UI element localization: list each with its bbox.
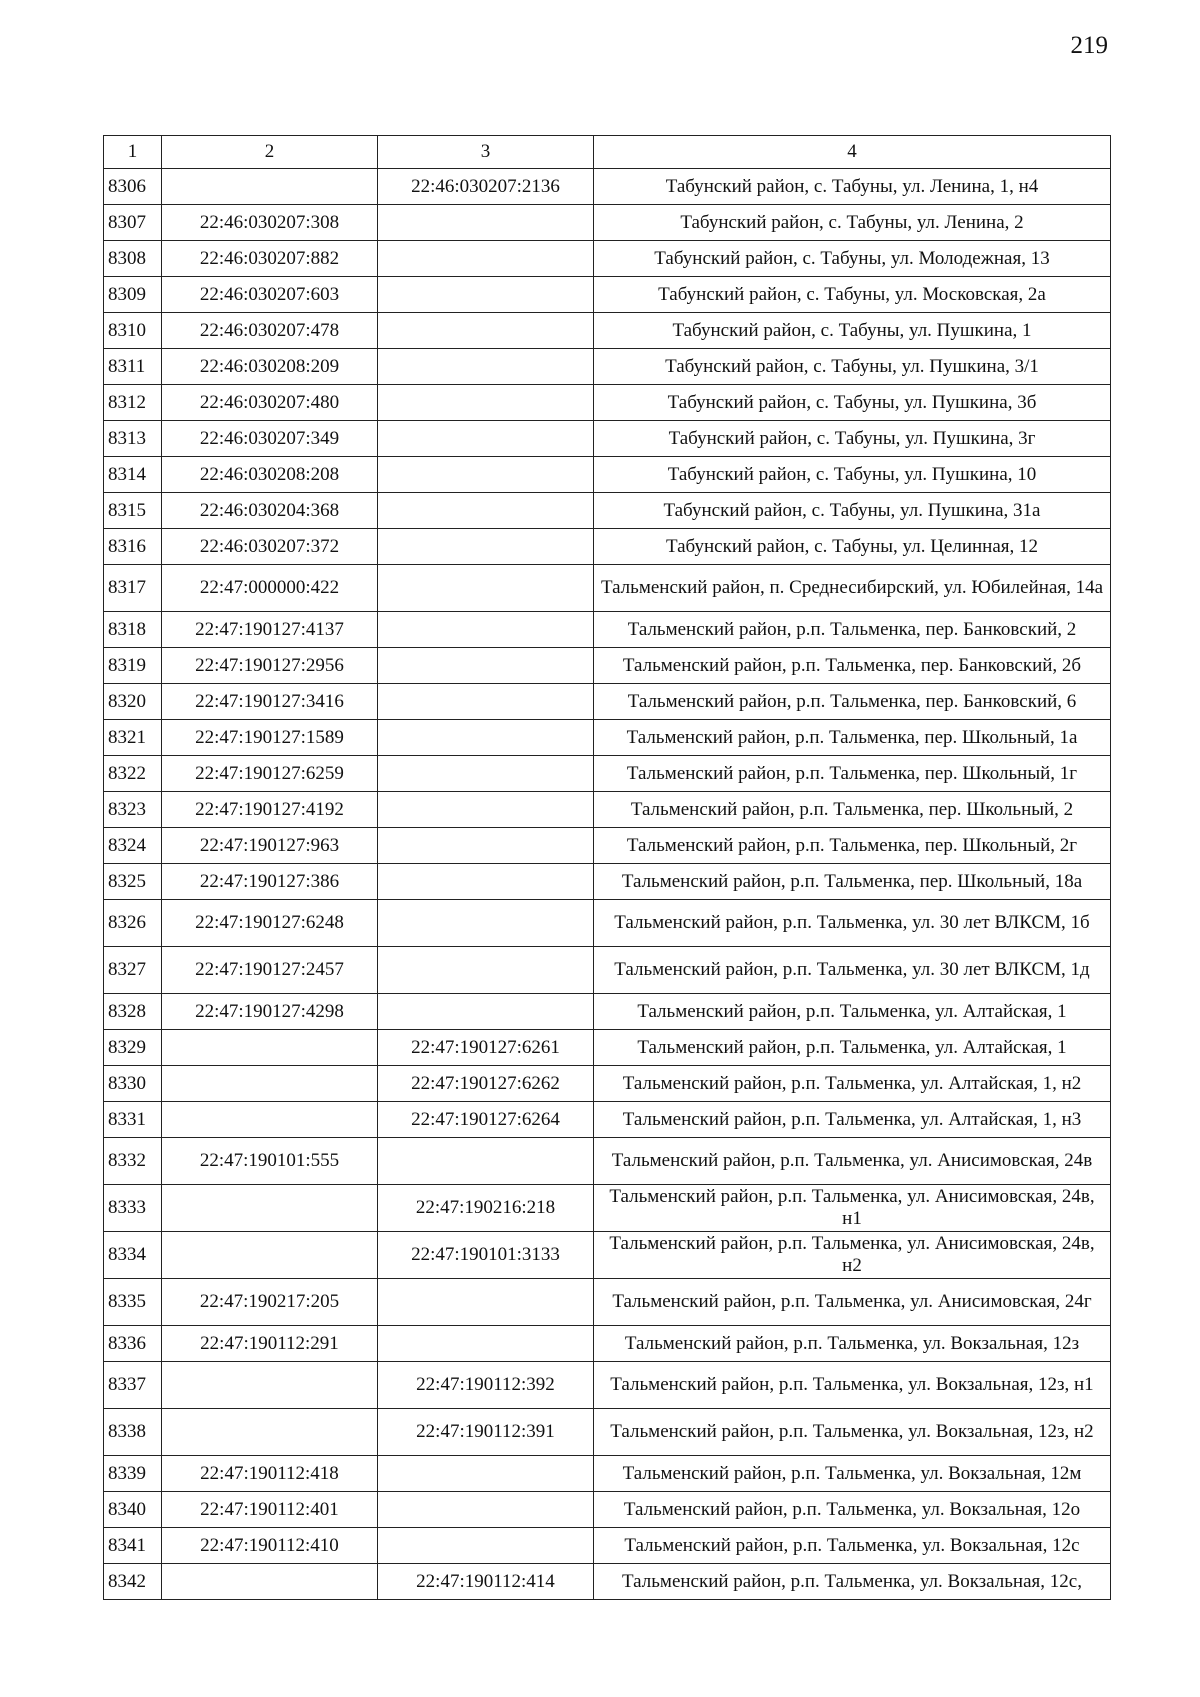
address-cell: Тальменский район, р.п. Тальменка, ул. Вокзальная, 12з, н2 <box>594 1409 1111 1456</box>
table-row <box>104 828 1111 864</box>
cadastral-number-cell: 22:46:030207:308 <box>162 205 378 241</box>
related-cadastral-number-cell <box>378 756 594 792</box>
table-row <box>104 1409 1111 1456</box>
related-cadastral-number-cell <box>378 1528 594 1564</box>
table-row <box>104 1030 1111 1066</box>
related-cadastral-number-cell <box>378 994 594 1030</box>
header-col-1: 1 <box>104 136 162 169</box>
related-cadastral-number-cell <box>378 277 594 313</box>
related-cadastral-number-cell: 22:47:190127:6264 <box>378 1102 594 1138</box>
table-row <box>104 241 1111 277</box>
address-cell: Табунский район, с. Табуны, ул. Пушкина, 1 <box>594 313 1111 349</box>
table-row <box>104 1326 1111 1362</box>
row-number-cell: 8311 <box>104 349 162 385</box>
address-cell: Тальменский район, р.п. Тальменка, ул. Алтайская, 1 <box>594 994 1111 1030</box>
cadastral-number-cell: 22:47:190127:2457 <box>162 947 378 994</box>
table-row <box>104 1492 1111 1528</box>
related-cadastral-number-cell <box>378 241 594 277</box>
row-number-cell: 8314 <box>104 457 162 493</box>
row-number-cell: 8321 <box>104 720 162 756</box>
cadastral-number-cell: 22:46:030207:603 <box>162 277 378 313</box>
table-row <box>104 947 1111 994</box>
table-row <box>104 349 1111 385</box>
cadastral-number-cell <box>162 1185 378 1232</box>
cadastral-number-cell: 22:47:190127:6248 <box>162 900 378 947</box>
row-number-cell: 8326 <box>104 900 162 947</box>
cadastral-number-cell: 22:47:190127:2956 <box>162 648 378 684</box>
cadastral-number-cell <box>162 1102 378 1138</box>
row-number-cell: 8338 <box>104 1409 162 1456</box>
address-cell: Тальменский район, р.п. Тальменка, ул. 30 лет ВЛКСМ, 1б <box>594 900 1111 947</box>
row-number-cell: 8332 <box>104 1138 162 1185</box>
address-cell: Табунский район, с. Табуны, ул. Пушкина, 10 <box>594 457 1111 493</box>
address-cell: Тальменский район, р.п. Тальменка, ул. Вокзальная, 12о <box>594 1492 1111 1528</box>
row-number-cell: 8307 <box>104 205 162 241</box>
table-row <box>104 169 1111 205</box>
related-cadastral-number-cell: 22:47:190112:414 <box>378 1564 594 1600</box>
cadastral-number-cell <box>162 1409 378 1456</box>
address-cell: Тальменский район, р.п. Тальменка, ул. Вокзальная, 12з <box>594 1326 1111 1362</box>
header-col-2: 2 <box>162 136 378 169</box>
cadastral-number-cell: 22:46:030207:478 <box>162 313 378 349</box>
address-cell: Табунский район, с. Табуны, ул. Пушкина, 31а <box>594 493 1111 529</box>
table-row <box>104 792 1111 828</box>
address-cell: Тальменский район, р.п. Тальменка, пер. Школьный, 1г <box>594 756 1111 792</box>
row-number-cell: 8310 <box>104 313 162 349</box>
address-cell: Табунский район, с. Табуны, ул. Пушкина, 3/1 <box>594 349 1111 385</box>
related-cadastral-number-cell <box>378 1492 594 1528</box>
address-cell: Тальменский район, р.п. Тальменка, ул. Вокзальная, 12с <box>594 1528 1111 1564</box>
address-cell: Тальменский район, р.п. Тальменка, ул. Анисимовская, 24г <box>594 1279 1111 1326</box>
address-cell: Табунский район, с. Табуны, ул. Московская, 2а <box>594 277 1111 313</box>
row-number-cell: 8316 <box>104 529 162 565</box>
table-row <box>104 612 1111 648</box>
address-cell: Тальменский район, р.п. Тальменка, пер. Банковский, 6 <box>594 684 1111 720</box>
related-cadastral-number-cell <box>378 1456 594 1492</box>
address-cell: Тальменский район, р.п. Тальменка, пер. Школьный, 2г <box>594 828 1111 864</box>
cadastral-number-cell: 22:47:190112:418 <box>162 1456 378 1492</box>
cadastral-number-cell: 22:47:190127:386 <box>162 864 378 900</box>
header-col-3: 3 <box>378 136 594 169</box>
related-cadastral-number-cell: 22:47:190127:6261 <box>378 1030 594 1066</box>
related-cadastral-number-cell: 22:47:190112:392 <box>378 1362 594 1409</box>
cadastral-number-cell: 22:47:190127:3416 <box>162 684 378 720</box>
address-cell: Табунский район, с. Табуны, ул. Молодежная, 13 <box>594 241 1111 277</box>
related-cadastral-number-cell <box>378 529 594 565</box>
table-header <box>104 136 1111 169</box>
related-cadastral-number-cell <box>378 205 594 241</box>
table-row <box>104 421 1111 457</box>
related-cadastral-number-cell <box>378 900 594 947</box>
table-row <box>104 1138 1111 1185</box>
address-cell: Тальменский район, р.п. Тальменка, ул. Вокзальная, 12с, <box>594 1564 1111 1600</box>
row-number-cell: 8312 <box>104 385 162 421</box>
cadastral-number-cell: 22:47:190127:4192 <box>162 792 378 828</box>
row-number-cell: 8324 <box>104 828 162 864</box>
row-number-cell: 8319 <box>104 648 162 684</box>
table-row <box>104 385 1111 421</box>
address-cell: Табунский район, с. Табуны, ул. Пушкина, 3б <box>594 385 1111 421</box>
table-row <box>104 900 1111 947</box>
address-cell: Табунский район, с. Табуны, ул. Пушкина, 3г <box>594 421 1111 457</box>
row-number-cell: 8341 <box>104 1528 162 1564</box>
address-cell: Тальменский район, р.п. Тальменка, пер. Банковский, 2 <box>594 612 1111 648</box>
related-cadastral-number-cell <box>378 313 594 349</box>
row-number-cell: 8342 <box>104 1564 162 1600</box>
row-number-cell: 8306 <box>104 169 162 205</box>
table-row <box>104 756 1111 792</box>
row-number-cell: 8331 <box>104 1102 162 1138</box>
cadastral-number-cell <box>162 1232 378 1279</box>
cadastral-number-cell: 22:47:190112:401 <box>162 1492 378 1528</box>
cadastral-number-cell <box>162 169 378 205</box>
row-number-cell: 8333 <box>104 1185 162 1232</box>
address-cell: Тальменский район, р.п. Тальменка, ул. Анисимовская, 24в <box>594 1138 1111 1185</box>
row-number-cell: 8327 <box>104 947 162 994</box>
address-cell: Тальменский район, р.п. Тальменка, ул. Вокзальная, 12з, н1 <box>594 1362 1111 1409</box>
address-cell: Тальменский район, р.п. Тальменка, пер. Школьный, 2 <box>594 792 1111 828</box>
row-number-cell: 8334 <box>104 1232 162 1279</box>
cadastral-number-cell: 22:46:030207:349 <box>162 421 378 457</box>
address-cell: Тальменский район, р.п. Тальменка, ул. Анисимовская, 24в, н2 <box>594 1232 1111 1279</box>
related-cadastral-number-cell <box>378 421 594 457</box>
row-number-cell: 8330 <box>104 1066 162 1102</box>
table-row <box>104 1564 1111 1600</box>
related-cadastral-number-cell <box>378 493 594 529</box>
row-number-cell: 8309 <box>104 277 162 313</box>
related-cadastral-number-cell: 22:47:190112:391 <box>378 1409 594 1456</box>
cadastral-number-cell: 22:46:030207:372 <box>162 529 378 565</box>
address-cell: Тальменский район, п. Среднесибирский, ул. Юбилейная, 14а <box>594 565 1111 612</box>
table-row <box>104 864 1111 900</box>
related-cadastral-number-cell <box>378 565 594 612</box>
row-number-cell: 8335 <box>104 1279 162 1326</box>
related-cadastral-number-cell <box>378 947 594 994</box>
cadastral-number-cell: 22:47:190127:4298 <box>162 994 378 1030</box>
cadastral-number-cell <box>162 1362 378 1409</box>
cadastral-number-cell: 22:47:190112:291 <box>162 1326 378 1362</box>
row-number-cell: 8313 <box>104 421 162 457</box>
table-row <box>104 1456 1111 1492</box>
cadastral-number-cell: 22:47:190112:410 <box>162 1528 378 1564</box>
table-row <box>104 1232 1111 1279</box>
address-cell: Табунский район, с. Табуны, ул. Целинная, 12 <box>594 529 1111 565</box>
table-row <box>104 493 1111 529</box>
table-row <box>104 684 1111 720</box>
table-row <box>104 1362 1111 1409</box>
table-row <box>104 720 1111 756</box>
related-cadastral-number-cell <box>378 1279 594 1326</box>
related-cadastral-number-cell <box>378 828 594 864</box>
table-row <box>104 1279 1111 1326</box>
row-number-cell: 8320 <box>104 684 162 720</box>
address-cell: Табунский район, с. Табуны, ул. Ленина, 1, н4 <box>594 169 1111 205</box>
cadastral-number-cell: 22:46:030204:368 <box>162 493 378 529</box>
table-row <box>104 1102 1111 1138</box>
table-row <box>104 565 1111 612</box>
related-cadastral-number-cell <box>378 648 594 684</box>
address-cell: Тальменский район, р.п. Тальменка, ул. Алтайская, 1, н2 <box>594 1066 1111 1102</box>
cadastral-number-cell <box>162 1066 378 1102</box>
table-row <box>104 648 1111 684</box>
cadastral-number-cell: 22:46:030207:480 <box>162 385 378 421</box>
table-row <box>104 313 1111 349</box>
row-number-cell: 8336 <box>104 1326 162 1362</box>
related-cadastral-number-cell <box>378 1138 594 1185</box>
cadastral-number-cell: 22:47:000000:422 <box>162 565 378 612</box>
related-cadastral-number-cell <box>378 457 594 493</box>
address-cell: Тальменский район, р.п. Тальменка, ул. 30 лет ВЛКСМ, 1д <box>594 947 1111 994</box>
table-row <box>104 205 1111 241</box>
related-cadastral-number-cell <box>378 864 594 900</box>
table-row <box>104 457 1111 493</box>
related-cadastral-number-cell: 22:47:190101:3133 <box>378 1232 594 1279</box>
row-number-cell: 8325 <box>104 864 162 900</box>
cadastral-number-cell: 22:47:190217:205 <box>162 1279 378 1326</box>
row-number-cell: 8337 <box>104 1362 162 1409</box>
address-cell: Табунский район, с. Табуны, ул. Ленина, 2 <box>594 205 1111 241</box>
row-number-cell: 8323 <box>104 792 162 828</box>
row-number-cell: 8315 <box>104 493 162 529</box>
row-number-cell: 8340 <box>104 1492 162 1528</box>
related-cadastral-number-cell: 22:47:190216:218 <box>378 1185 594 1232</box>
related-cadastral-number-cell <box>378 1326 594 1362</box>
table-row <box>104 529 1111 565</box>
header-col-4: 4 <box>594 136 1111 169</box>
cadastral-number-cell: 22:46:030208:209 <box>162 349 378 385</box>
address-cell: Тальменский район, р.п. Тальменка, ул. Алтайская, 1, н3 <box>594 1102 1111 1138</box>
related-cadastral-number-cell <box>378 385 594 421</box>
row-number-cell: 8308 <box>104 241 162 277</box>
related-cadastral-number-cell <box>378 349 594 385</box>
address-cell: Тальменский район, р.п. Тальменка, пер. Школьный, 1а <box>594 720 1111 756</box>
page-number: 219 <box>1070 32 1108 59</box>
row-number-cell: 8322 <box>104 756 162 792</box>
address-cell: Тальменский район, р.п. Тальменка, ул. Вокзальная, 12м <box>594 1456 1111 1492</box>
address-cell: Тальменский район, р.п. Тальменка, пер. Банковский, 2б <box>594 648 1111 684</box>
table-body <box>104 169 1111 1600</box>
cadastral-number-cell: 22:46:030208:208 <box>162 457 378 493</box>
related-cadastral-number-cell: 22:46:030207:2136 <box>378 169 594 205</box>
cadastral-number-cell: 22:47:190101:555 <box>162 1138 378 1185</box>
address-cell: Тальменский район, р.п. Тальменка, ул. Анисимовская, 24в, н1 <box>594 1185 1111 1232</box>
address-cell: Тальменский район, р.п. Тальменка, пер. Школьный, 18а <box>594 864 1111 900</box>
related-cadastral-number-cell <box>378 792 594 828</box>
cadastral-number-cell: 22:46:030207:882 <box>162 241 378 277</box>
row-number-cell: 8318 <box>104 612 162 648</box>
cadastral-table <box>103 135 1111 1600</box>
related-cadastral-number-cell <box>378 720 594 756</box>
table-row <box>104 994 1111 1030</box>
header-row <box>104 136 1111 169</box>
row-number-cell: 8317 <box>104 565 162 612</box>
row-number-cell: 8328 <box>104 994 162 1030</box>
table-row <box>104 277 1111 313</box>
address-cell: Тальменский район, р.п. Тальменка, ул. Алтайская, 1 <box>594 1030 1111 1066</box>
row-number-cell: 8339 <box>104 1456 162 1492</box>
cadastral-number-cell <box>162 1030 378 1066</box>
cadastral-number-cell <box>162 1564 378 1600</box>
table-row <box>104 1066 1111 1102</box>
cadastral-number-cell: 22:47:190127:4137 <box>162 612 378 648</box>
table-row <box>104 1185 1111 1232</box>
related-cadastral-number-cell: 22:47:190127:6262 <box>378 1066 594 1102</box>
table-row <box>104 1528 1111 1564</box>
cadastral-number-cell: 22:47:190127:6259 <box>162 756 378 792</box>
row-number-cell: 8329 <box>104 1030 162 1066</box>
cadastral-number-cell: 22:47:190127:1589 <box>162 720 378 756</box>
cadastral-number-cell: 22:47:190127:963 <box>162 828 378 864</box>
related-cadastral-number-cell <box>378 684 594 720</box>
related-cadastral-number-cell <box>378 612 594 648</box>
